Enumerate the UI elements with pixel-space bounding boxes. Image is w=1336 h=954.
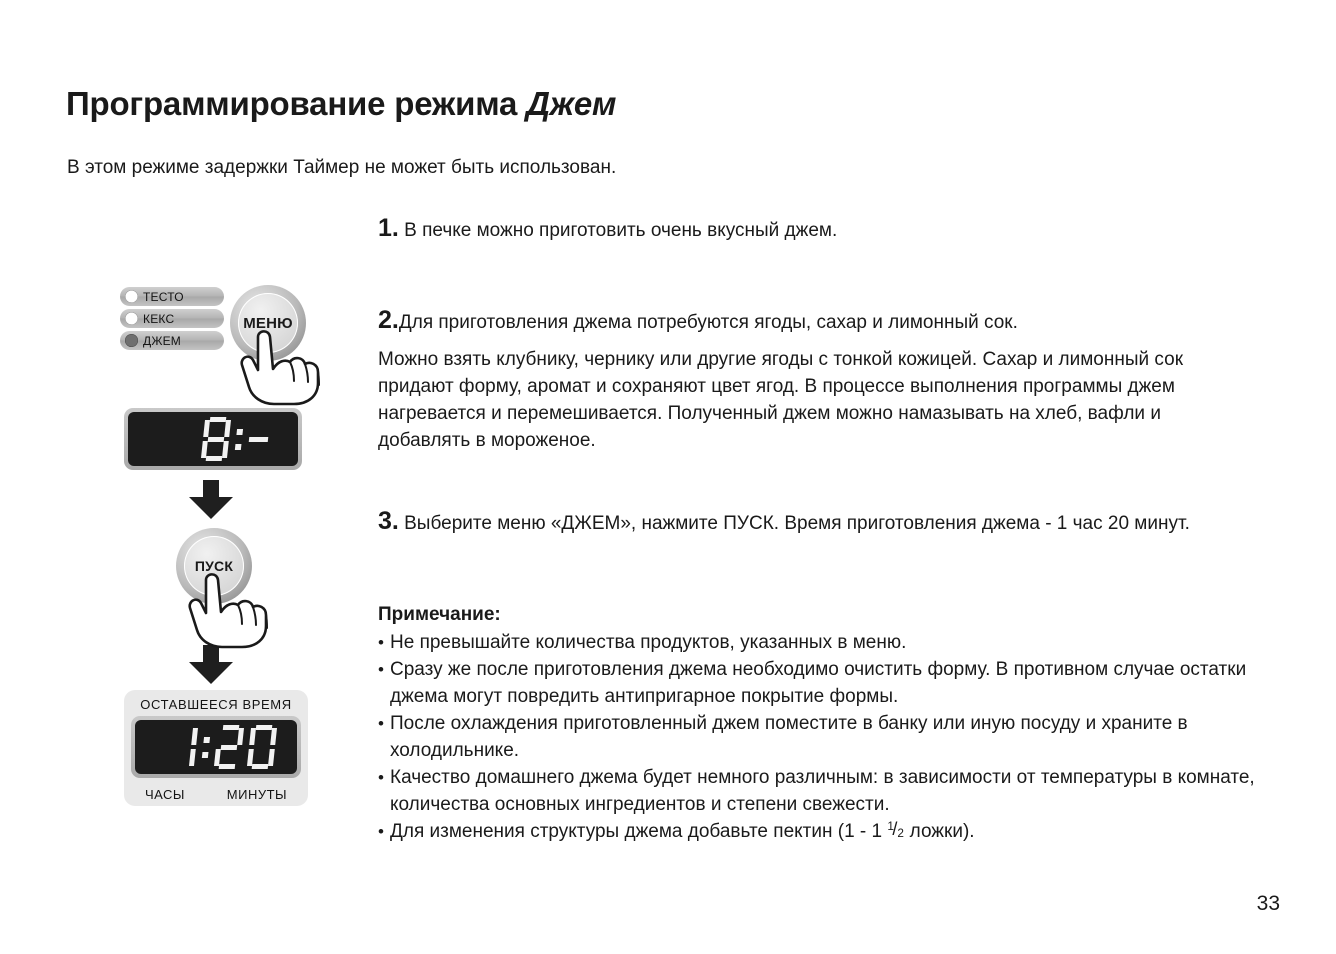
start-button-label: ПУСК [194,558,234,574]
note-item: • Качество домашнего джема будет немного различным: в зависимости от температуры в комнате, количества основных ингредиентов и степени свежести. [378,764,1278,818]
seven-segment-digit-8 [201,417,232,461]
step-1 [378,215,1258,244]
fraction-numerator: 1 [887,820,894,834]
note-item: • Сразу же после приготовления джема необходимо очистить форму. В противном случае остатки джема могут повредить антипригарное покрытие формы. [378,656,1278,710]
seven-segment-digit-2 [214,725,245,769]
indicator-testo[interactable] [120,287,224,306]
unit-hours-label: ЧАСЫ [144,787,185,802]
remaining-time-panel [124,690,308,806]
intro-text: В этом режиме задержки Таймер не может быть использован. [67,157,617,178]
indicator-keks[interactable] [120,309,224,328]
page-title-emphasis: Джем [526,85,617,123]
page-title [66,85,616,123]
lcd-display-menu [124,408,302,470]
seven-segment-digit-1 [168,725,199,769]
lcd-screen [128,412,298,466]
arrow-down-icon [188,645,234,685]
remaining-time-caption: ОСТАВШЕЕСЯ ВРЕМЯ [140,697,292,712]
indicator-label: ТЕСТО [143,289,184,304]
step-2-lead: Для приготовления джема потребуются ягоды, сахар и лимонный сок. [398,312,1018,333]
note-item: • После охлаждения приготовленный джем поместите в банку или иную посуду и храните в холодильнике. [378,710,1278,764]
lcd-screen [135,720,297,774]
step-3-text: Выберите меню «ДЖЕМ», нажмите ПУСК. Время приготовления джема - 1 час 20 минут. [398,513,1190,534]
note-title: Примечание: [378,604,501,625]
indicator-label: КЕКС [143,311,175,326]
page-title-main: Программирование режима [66,85,527,123]
step-3-number: 3. [378,507,399,535]
step-2 [378,307,1258,454]
note-list [378,629,1278,845]
note-item: • Не превышайте количества продуктов, указанных в меню. [378,629,1278,656]
fraction-one-half [887,818,904,841]
note-item-pectin [378,818,1278,845]
fraction-denominator: 2 [897,827,904,841]
note-section [378,601,1278,845]
indicator-label: ДЖЕМ [143,333,182,348]
page-number: 33 [1256,892,1280,915]
seven-segment-colon [201,725,212,769]
lcd-display-time [131,716,301,778]
note-item-pectin-prefix: Для изменения структуры джема добавьте пектин (1 - 1 [390,821,888,842]
time-unit-labels [124,787,308,802]
indicator-jam[interactable] [120,331,224,350]
arrow-down-icon [188,480,234,520]
fraction-slash: / [892,818,898,839]
unit-minutes-label: МИНУТЫ [226,787,288,802]
note-item-pectin-suffix: ложки). [904,821,975,842]
start-button[interactable] [176,528,252,604]
step-1-number: 1. [378,214,399,242]
step-2-body: Можно взять клубнику, чернику или другие ягоды с тонкой кожицей. Сахар и лимонный сок придают форму, аромат и сохраняют цвет ягод. В процессе выполнения программы джем нагревается и перемешивается. Полученный джем можно намазывать на хлеб, вафли и добавлять в мороженое. [378,349,1184,451]
step-3 [378,508,1268,537]
step-2-number: 2. [378,306,399,334]
seven-segment-digit-0 [247,725,278,769]
indicator-dot-selected-icon [125,334,138,347]
menu-button-label: МЕНЮ [243,314,293,332]
seven-segment-colon [234,417,245,461]
menu-button[interactable] [230,285,306,361]
step-1-text: В печке можно приготовить очень вкусный джем. [398,220,838,241]
indicator-dot-icon [125,312,138,325]
menu-indicator-list [120,287,224,353]
lcd-value-8-dash [203,417,268,461]
lcd-value-1-20 [170,725,275,769]
seven-segment-dash [249,437,269,442]
indicator-dot-icon [125,290,138,303]
